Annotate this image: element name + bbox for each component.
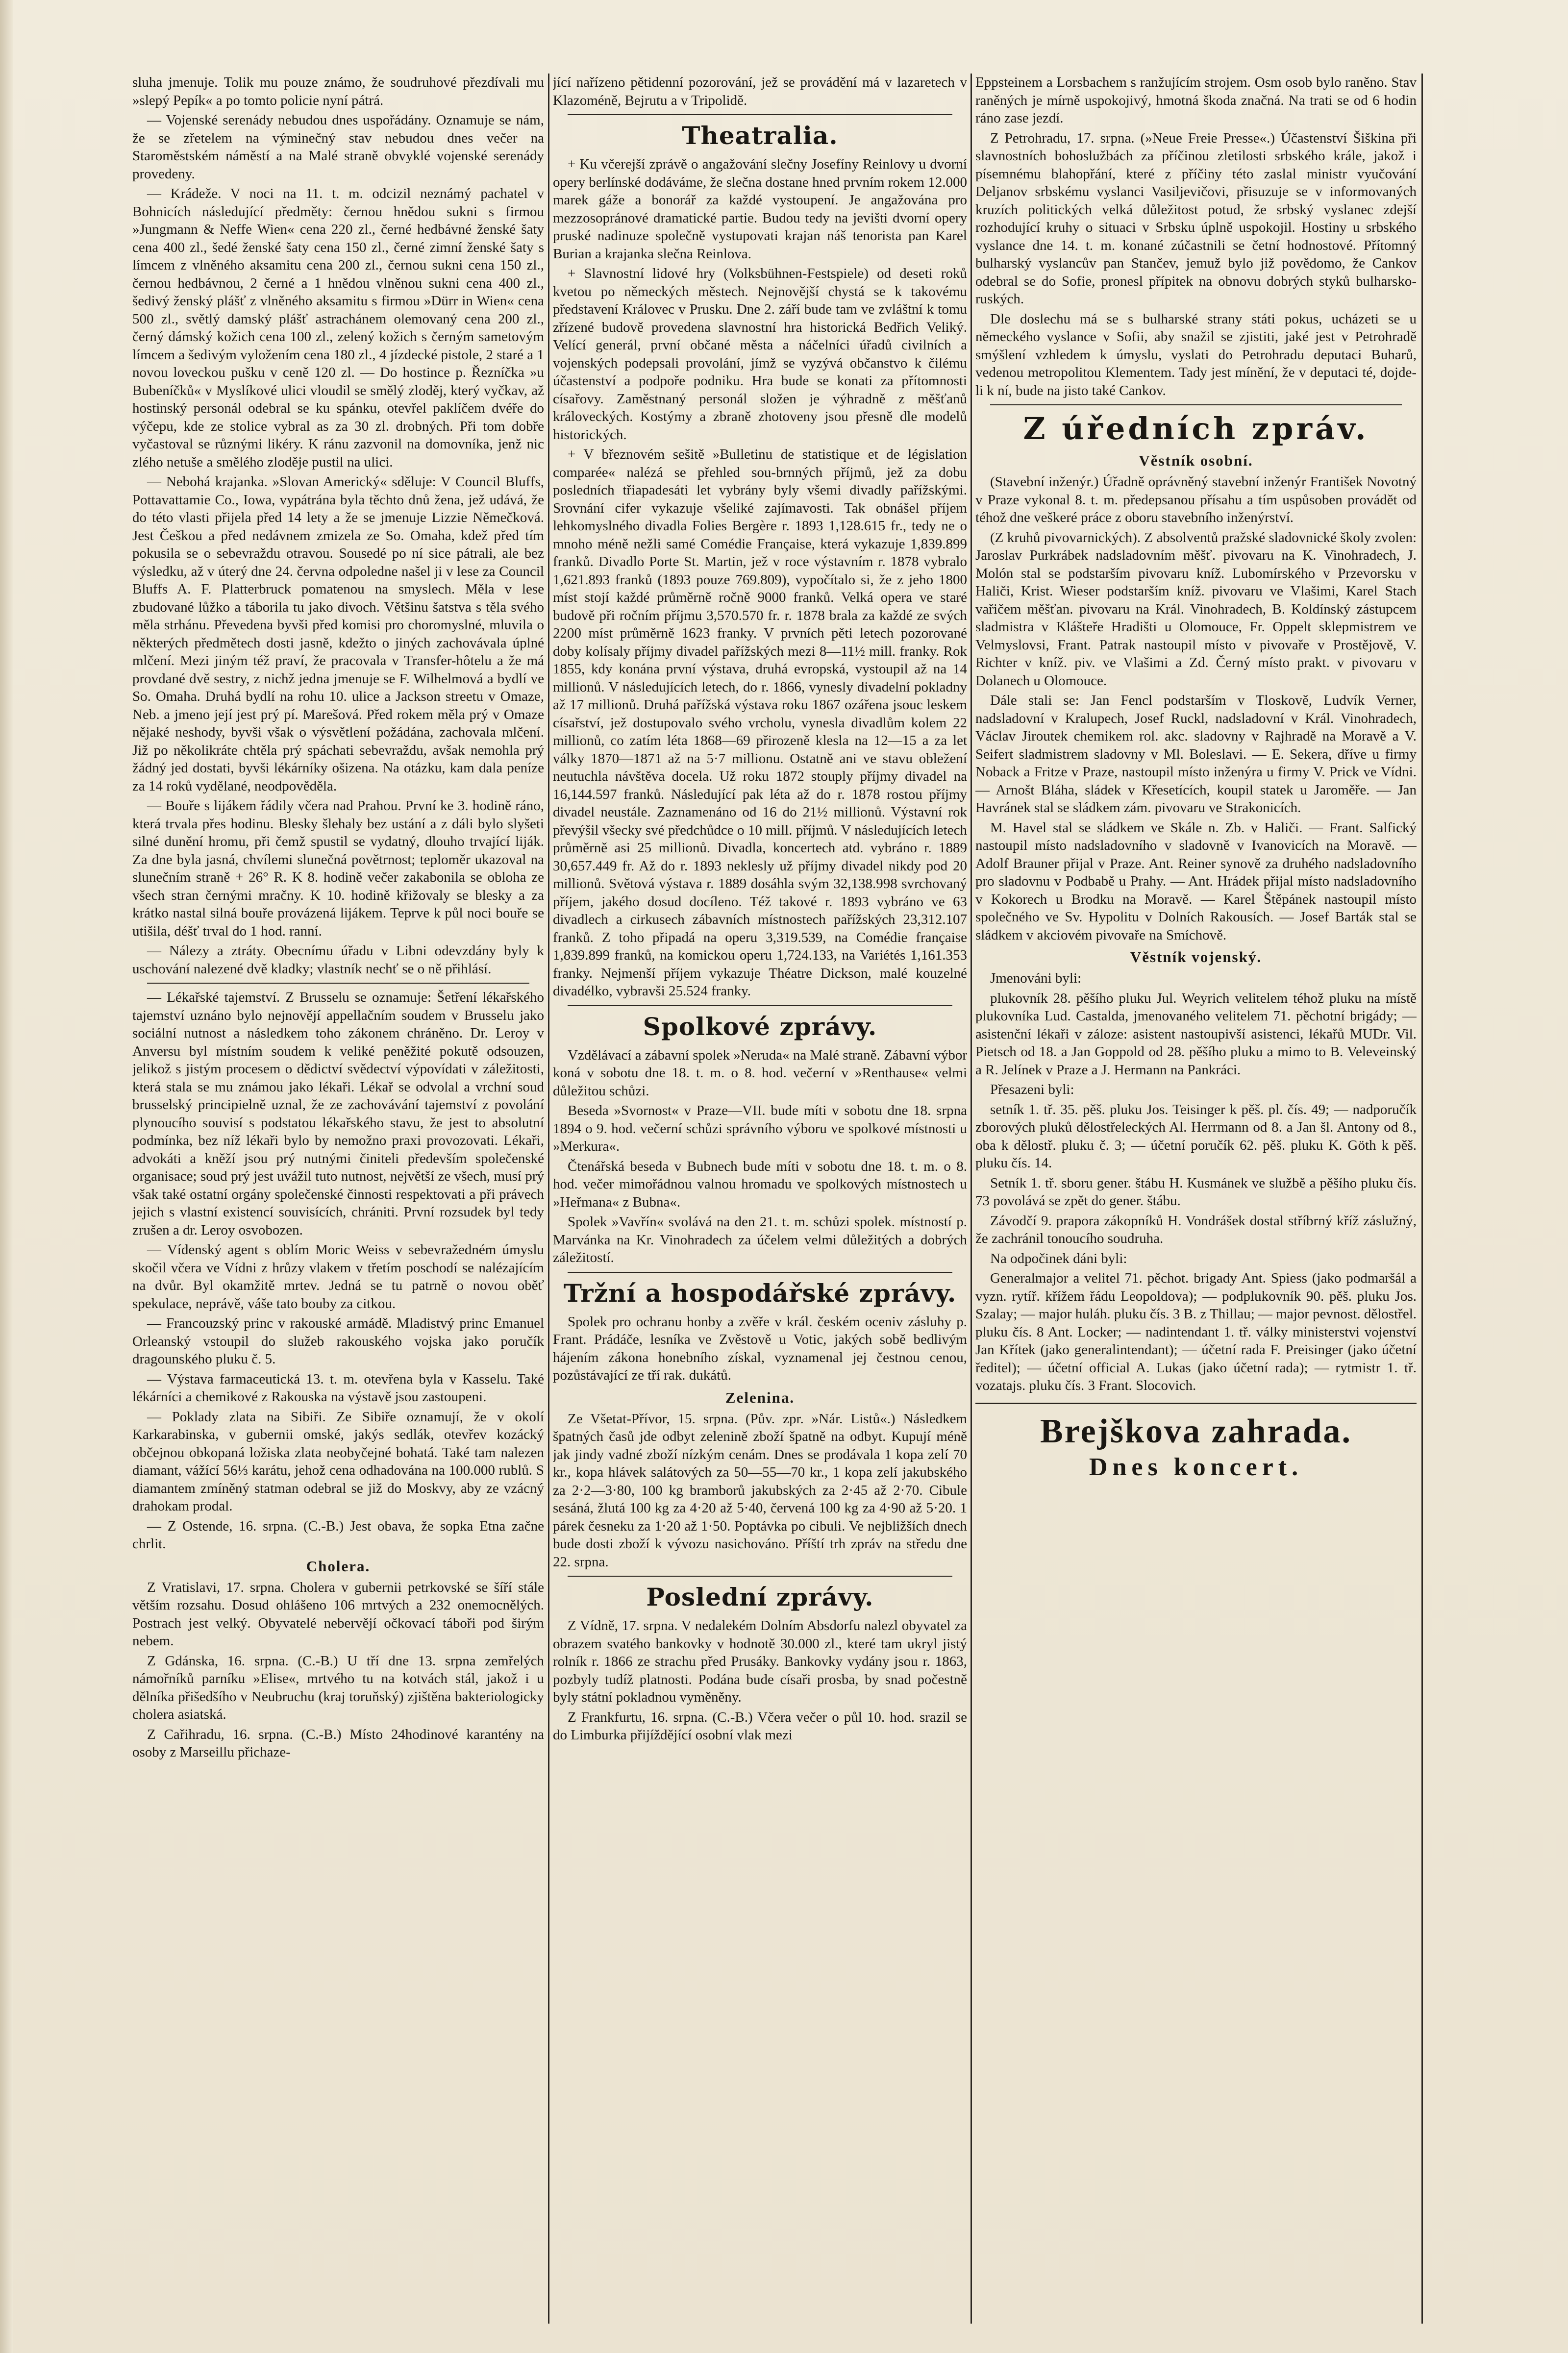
article-paragraph: Přesazeni byli: bbox=[990, 1082, 1074, 1097]
article-paragraph: (Stavební inženýr.) Úřadně oprávněný stavební inženýr František Novotný v Praze vykonal 8. t. m. předepsanou přísahu a tím uspůsoben provádět od téhož dne veškeré práce z oboru stavebního inženýrství. bbox=[975, 474, 1417, 525]
section-heading-spolkove: Spolkové zprávy. bbox=[643, 1012, 877, 1041]
divider bbox=[568, 1005, 952, 1006]
column-2 bbox=[553, 74, 967, 2333]
section-subheading: Cholera. bbox=[306, 1557, 371, 1575]
article-paragraph: + Ku včerejší zprávě o angažování slečny Josefíny Reinlovy u dvorní opery berlínské dodáváme, že slečna dostane hned prvním rokem 12.000 marek gáže a bonorář za každé vystoupení. Je angažována pro mezzosopránové dramatické partie. Budou tedy na jevišti dvorní opery pruské nadinuze společně vystupovati krajan náš tenorista pan Karel Burian a krajanka slečna Reinlova. bbox=[553, 156, 967, 262]
article-paragraph: — Výstava farmaceutická 13. t. m. otevřena byla v Kasselu. Také lékárníci a chemikové z Rakouska na výstavě jsou zastoupeni. bbox=[132, 1371, 544, 1405]
article-paragraph: Čtenářská beseda v Bubnech bude míti v sobotu dne 18. t. m. o 8. hod. večer mimořádnou valnou hromadu ve spolkových místnostech u »Heřmana« z Bubna«. bbox=[553, 1158, 967, 1210]
article-paragraph: Eppsteinem a Lorsbachem s ranžujícím strojem. Osm osob bylo raněno. Stav raněných je mírně uspokojivý, hmotná škoda značná. Na trati se od 6 hodin ráno zase jezdí. bbox=[975, 74, 1417, 126]
article-paragraph: Setník 1. tř. sboru gener. štábu H. Kusmánek ve službě a pěšího pluku čís. 73 povolává se zpět do gener. štábu. bbox=[975, 1175, 1417, 1209]
article-paragraph: Z Vídně, 17. srpna. V nedalekém Dolním Absdorfu nalezl obyvatel za obrazem svatého bankovky v hodnotě 30.000 zl., které tam ukryl jistý rolník r. 1866 ze strachu před Prusáky. Bankovky vydány jsou r. 1863, pozbyly tudíž platnosti. Podána bude císaři prosba, by snad počestně byly státní pokladnou vyměněny. bbox=[553, 1618, 967, 1705]
article-paragraph: — Z Ostende, 16. srpna. (C.-B.) Jest obava, že sopka Etna začne chrlit. bbox=[132, 1518, 544, 1552]
article-paragraph: — Lékařské tajemství. Z Brusselu se oznamuje: Šetření lékařského tajemství uznáno bylo nejnovějí appellačním soudem v Brusselu jako sociální nutnost a následkem toho zákonem chráněno. Dr. Leroy v Anversu byl místním soudem k veliké peněžité pokutě odsouzen, jelikož s jistým procesem o dědictví svědectví výpovídati v záležitosti, která stala se mu známou jako lékaři. Lékař se odvolal a vrchní soud brusselský principielně uznal, že ze zachovávání tajemství z povolání plynoucího souvisí s podstatou lékařského stavu, že jest to absolutní podmínka, bez níž lékaři bylo by nemožno praxi provozovati. Lékaři, advokáti a kněží jsou prý nutnými činiteli především společenské organisace; soud prý jest uvážil tuto nutnost, největší ze všech, musí prý však také ostatní orgány společenské činnosti respektovati a při právech jejich s vlastní existencí souvisících, chrániti. První rozsudek byl tedy zrušen a dr. Leroy osvobozen. bbox=[132, 990, 544, 1238]
article-paragraph: Spolek »Vavřín« svolává na den 21. t. m. schůzi spolek. místností p. Marvánka na Kr. Vinohradech za účelem velmi důležitých a dobrých záležitostí. bbox=[553, 1214, 967, 1265]
section-subheading: Věstník vojenský. bbox=[1130, 948, 1262, 966]
article-paragraph: Z Cařihradu, 16. srpna. (C.-B.) Místo 24hodinové karantény na osoby z Marseillu přichaze- bbox=[132, 1726, 544, 1760]
article-paragraph: plukovník 28. pěšího pluku Jul. Weyrich velitelem téhož pluku na místě plukovníka Lud. Castalda, jmenovaného velitelem 71. pěchotní brigády; — asistenční lékaři v záloze: asistent nastoupivší asistenci, lékařů MUDr. Vil. Pietsch od 18. a Jan Goppold od 28. pěšího pluku a mimo to B. Veleveinský a R. Jelínek v Praze a J. Hermann na Pankráci. bbox=[975, 990, 1417, 1078]
ad-subtitle: Dnes koncert. bbox=[1089, 1453, 1303, 1481]
article-paragraph: — Vídenský agent s oblím Moric Weiss v sebevražedném úmyslu skočil včera ve Vídni z hrůzy vlakem v třetím poschodí se nalézajícím na dvůr. Byl okamžitě mrtev. Jedná se tu patrně o novou oběť spekulace, neprávě, váše tato bouby za citkou. bbox=[132, 1242, 544, 1312]
divider bbox=[568, 1272, 952, 1273]
column-rule bbox=[1421, 74, 1423, 2324]
article-paragraph: Z Gdánska, 16. srpna. (C.-B.) U tří dne 13. srpna zemřelých námořníků parníku »Elise«, mrtvého tu na kotvách stál, jakož i u dělníka přišedšího v Neubruchu (kraj toruňský) zjištěna bakteriologicky cholera asiatská. bbox=[132, 1653, 544, 1722]
article-paragraph: Dále stali se: Jan Fencl podstarším v Tloskově, Ludvík Verner, nadsladovní v Kralupech, Josef Ruckl, nadsladovní v Král. Vinohradech, Václav Jiroutek chemikem rol. akc. sladovny v Rajhradě na Moravě a V. Seifert sladmistrem sladovny v Ml. Boleslavi. — E. Sekera, dříve u firmy Noback a Fritze v Praze, nastoupil místo inženýra u firmy V. Prick ve Vídni. — Arnošt Bláha, sládek v Křesetících, koupil statek u Jaroměře. — Jan Havránek stal se sládkem zám. pivovaru ve Strakonicích. bbox=[975, 693, 1417, 816]
article-paragraph: — Nálezy a ztráty. Obecnímu úřadu v Libni odevzdány byly k uschování nalezené dvě kladky; vlastník nechť se o ně přihlásí. bbox=[132, 943, 544, 977]
article-paragraph: M. Havel stal se sládkem ve Skále n. Zb. v Haliči. — Frant. Salfický nastoupil místo nadsladovního v sladovně v Ivanovicích na Moravě. — Adolf Brauner přijal v Praze. Ant. Reiner synově za druhého nadsladovního pro sladovnu v Podbabě u Prahy. — Ant. Hrádek přijal místo nadsladovního v Kokorech u Brodku na Moravě. — Karel Štěpánek nastoupil místo společného ve Sv. Hypolitu v Dolních Rakousích. — Josef Barták stal se sládkem v akciovém pivovaře na Smíchově. bbox=[975, 819, 1417, 943]
divider bbox=[147, 983, 529, 984]
section-heading-trzni: Tržní a hospodářské zprávy. bbox=[563, 1278, 957, 1308]
article-paragraph: Beseda »Svornost« v Praze—VII. bude míti v sobotu dne 18. srpna 1894 o 9. hod. večerní schůzi správního výboru ve spolkové místnosti u »Merkura«. bbox=[553, 1103, 967, 1154]
article-paragraph: Dle doslechu má se s bulharské strany státi pokus, ucházeti se u německého vyslance v Sofii, aby snažil se zjistiti, jaké jest v Petrohradě smýšlení vzhledem k úmyslu, vyslati do Petrohradu deputaci Buharů, vedenou metropolitou Klementem. Tady jest mínění, že v deputaci té, dojde-li k ní, bude na jisto také Cankov. bbox=[975, 311, 1417, 398]
article-paragraph: Z Petrohradu, 17. srpna. (»Neue Freie Presse«.) Účastenství Šiškina při slavnostních bohoslužbách za příčinou zletilosti srbského krále, jakož i písemnému blahopřání, které z příčiny této zaslal ministr vyučování Deljanov srbskému vyslanci Vasiljevičovi, přisuzuje se v informovaných kruzích politických velká důležitost potud, že srbský vyslanec zdejší rozhodující kruhy o situaci v Srbsku úplně uspokojil. Hostiny u srbského vyslance dne 14. t. m. konané zúčastnili se četní hodnostové. Přítomný bulharský vyslancův pan Stančev, jemuž bylo již povědomo, že Cankov odebral se do Sofie, pronesl přípitek na obnovu dobrých styků bulharsko-ruských. bbox=[975, 130, 1417, 307]
section-heading-uredni: Z úředních zpráv. bbox=[1023, 411, 1369, 446]
article-paragraph: Na odpočinek dáni byli: bbox=[990, 1250, 1127, 1266]
divider bbox=[568, 1576, 952, 1577]
article-paragraph: + V březnovém sešitě »Bulletinu de statistique et de législation comparée« nalézá se přehled sou-brnných příjmů, jež za dobu posledních třiapadesáti let vybrány byly všemi divadly pařížskými. Srovnání cifer vykazuje všeliké zajímavosti. Tak obnášel příjem lehkomyslného divadla Folies Bergère r. 1893 1,128.615 fr., tedy ne o mnoho méně nežli samé Comédie Française, která vykazuje 1,839.899 franků. Divadlo Porte St. Martin, jež v roce výstavním r. 1878 vybralo 1,621.893 franků (1893 pouze 769.809), vypočítalo si, že z jeho 1800 míst stojí každé průměrně ročně 9000 franků. Velká opera ve staré budově při ročním příjmu 3,570.570 fr. r. 1878 brala za každé ze svých 2200 míst průměrně 1623 franky. V prvních pěti letech pozorované doby kolísaly příjmy divadel pařížských mezi 8—11½ mill. franky. Rok 1855, kdy konána první výstava, druhá evropská, vystoupil až na 14 millionů. V následujících letech, do r. 1866, vynesly divadelní pokladny až 17 millionů. Druhá pařížská výstava roku 1867 ozářena jsouc leskem císařství, jež dostupovalo svého vrcholu, vynesla divadlům kolem 22 millionů, co zatím léta 1868—69 přirozeně klesla na 12—15 a za let války 1870—1871 až na 5·7 millionu. Ostatně ani ve stavu obležení neutuchla návštěva docela. Už roku 1872 stouply příjmy divadel na 16,144.597 franků. Následující pak léta až do r. 1878 rostou příjmy divadel neustále. Zaznamenáno od 16 do 21½ millionů. Výstavní rok převýšil všecky své předchůdce o 10 mill. příjmů. V následujících letech průměrně asi 25 millionů. Divadla, koncertech atd. vybráno r. 1889 30,657.449 fr. Až do r. 1893 neklesly už příjmy divadel nikdy pod 20 millionů. Světová výstava r. 1889 dosáhla svým 32,138.998 svrchovaný příjem, jakého dosud docíleno. Též takové r. 1893 vybráno ve 63 divadlech a cirkusech zábavních místnostech pařížských 23,312.107 franků. Z toho připadá na operu 3,319.539, na Comédie française 1,839.899 franků, na komickou operu 1,724.133, na Variétés 1,161.353 franky. Nejmenší příjem vykazuje Théatre Dickson, malé kouzelné divadélko, vybravši 25.524 franky. bbox=[553, 446, 967, 999]
article-paragraph: Závodčí 9. prapora zákopníků H. Vondrášek dostal stříbrný kříž záslužný, že zachránil tonoucího soudruha. bbox=[975, 1213, 1417, 1246]
article-paragraph: — Nebohá krajanka. »Slovan Americký« sděluje: V Council Bluffs, Pottavattamie Co., Iowa, vypátrána byla těchto dnů žena, jež udává, že do této vlasti přijela před 14 lety a že se jmenuje Lizzie Němečková. Jest Češkou a před nedávnem zmizela ze So. Omaha, kdež před tím pokusila se o sebevraždu otravou. Sousedé po ní sice pátrali, ale bez výsledku, až v úterý dne 24. června odpoledne našel ji v lese za Council Bluffs A. F. Platterbruck pomatenou na smyslech. Měla v lese zbudované lůžko a táborila tu jako divoch. Většinu šatstva s těla svého měla strhánu. Převedena byvši před komisi pro choromyslné, mluvila o některých předmětech dosti jasně, kdežto o jiných zachovávala úplné mlčení. Mezi jiným též praví, že pracovala v Transfer-hôtelu a že má provdané dvě sestry, z nichž jedna jmenuje se F. Wilhelmová a bydlí ve So. Omaha. Druhá bydlí na rohu 10. ulice a Jackson streetu v Omaze, Neb. a jmeno její jest prý pí. Marešová. Před rokem měla prý v Omaze nějaké neshody, byvši však o výsvětlení požádána, zachovala mlčení. Již po několikráte chtěla prý spáchati sebevraždu, avšak nemohla prý žádný jed dostati, byvši lékárníky ošizena. Na otázku, kam dala peníze za 14 roků vydělané, neodpověděla. bbox=[132, 474, 544, 794]
article-paragraph: (Z kruhů pivovarnických). Z absolventů pražské sladovnické školy zvolen: Jaroslav Purkrábek nadsladovním měšť. pivovaru na K. Vinohradech, J. Molón stal se podstarším pivovaru kníž. Lubomírského v Przevorsku v Haliči, Krist. Wieser podstarším kníž. pivovaru ve Vlašimi, Karel Stach vařičem měšťan. pivovaru na Král. Vinohradech, B. Koldínský zástupcem sladmistra v Klášteře Hradišti u Olomouce, Fr. Oppelt sklepmistrem ve Velmyslovsi, Frant. Patrak nastoupil místo v pivovaře v Prostějově, V. Richter v kníž. piv. ve Vlašimi a Zd. Černý místo prakt. v pivovaru v Dolanech u Olomouce. bbox=[975, 529, 1417, 689]
section-heading-theatralia: Theatralia. bbox=[682, 121, 838, 150]
article-paragraph: — Krádeže. V noci na 11. t. m. odcizil neznámý pachatel v Bohnicích následující předměty: černou hnědou sukni s firmou »Jungmann & Neffe Wien« cena 220 zl., černé hedbávné ženské šaty cena 400 zl., šedé ženské šaty cena 150 zl., černé zimní ženské šaty s límcem z vlněného aksamitu cena 200 zl., černou sukni cena 150 zl., černou hedbávnou, 2 černé a 1 hnědou vlněnou sukni cena 400 zl., šedivý ženský plášť z vlněného aksamitu s firmou »Dürr in Wien« cena 500 zl., světlý damský plášť astrachánem olemovaný cena 200 zl., černý dámský kožich cena 100 zl., zelený kožich s černým sametovým límcem a šedivým vyložením cena 180 zl., 4 jízdecké pistole, 2 staré a 1 novou loveckou pušku v ceně 120 zl. — Do hostince p. Řezníčka »u Bubeníčků« v Myslíkové ulici vloudil se smělý zloděj, který vyčkav, až hostinský personál odebral se ku spánku, otevřel paklíčem dvéře do výčepu, kde ze stolice vybral as za 30 zl. drobných. Při tom dobře vyčastoval se různými likéry. K ránu zazvonil na domovníka, jenž nic zlého netuše a smělého zloděje pustil na ulici. bbox=[132, 186, 544, 470]
article-paragraph: Spolek pro ochranu honby a zvěře v král. českém oceniv zásluhy p. Frant. Prádáče, lesníka ve Zvěstově u Votic, jakých sobě bedlivým hájením zákona honebního získal, vyznamenal jej čestnou cenou, pozůstávající ze tří rak. dukátů. bbox=[553, 1313, 967, 1383]
column-1 bbox=[132, 74, 544, 2333]
section-heading-posledni: Poslední zprávy. bbox=[646, 1583, 874, 1611]
divider bbox=[568, 114, 952, 115]
article-paragraph: Z Vratislavi, 17. srpna. Cholera v gubernii petrkovské se šíří stále větším rozsahu. Dosud ohlášeno 106 mrtvých a 232 onemocnělých. Postrach jest velký. Obyvatelé nebervějí očkovací táboři pod širým nebem. bbox=[132, 1579, 544, 1649]
article-paragraph: Jmenováni byli: bbox=[990, 970, 1082, 986]
article-paragraph: sluha jmenuje. Tolik mu pouze známo, že soudruhové přezdívali mu »slepý Pepík« a po tomto policie nyní pátrá. bbox=[132, 74, 544, 108]
article-paragraph: Ze Všetat-Přívor, 15. srpna. (Pův. zpr. »Nár. Listů«.) Následkem špatných časů jde odbyt zelenině zboží špatně na odbyt. Kupují méně jak jindy vadné zboží nízkým cenám. Dnes se prodávala 1 kopa zelí 70 kr., kopa hlávek salátových za 50—55—70 kr., 1 kopa zelí jakubského za 2·2—3·80, 100 kg bramborů jakubských za 2·45 až 2·70. Cibule sesáná, žlutá 100 kg za 4·20 až 5·40, červená 100 kg za 4·90 až 5·20. 1 párek česneku za 1·20 až 1·50. Poptávka po cibuli. Ve nejbližších dnech bude dosti zboží k vývozu nasichováno. Příští trh zpráv na středu dne 22. srpna. bbox=[553, 1411, 967, 1570]
article-paragraph: Generalmajor a velitel 71. pěchot. brigady Ant. Spiess (jako podmaršál a vyzn. rytíř. křížem řádu Leopoldova); — podplukovník 90. pěš. pluku Jos. Szalay; — major huláh. pluku čís. 3 B. z Thillau; — major pevnost. dělostřel. pluku čís. 8 Ant. Locker; — nadintendant 1. tř. války ministerstvi vojenství Jan Křítek (jako generalintendant); — účetní rada F. Preisinger (jako účetní ředitel); — účetní official A. Lukas (jako účetní rada); — rytmistr 1. tř. vozatajs. pluku čís. 3 Frant. Slocovich. bbox=[975, 1270, 1417, 1393]
article-paragraph: Z Frankfurtu, 16. srpna. (C.-B.) Včera večer o půl 10. hod. srazil se do Limburka přijíždějící osobní vlak mezi bbox=[553, 1709, 967, 1743]
article-paragraph: Vzdělávací a zábavní spolek »Neruda« na Malé straně. Zábavní výbor koná v sobotu dne 18. t. m. o 8. hod. večerní v »Renthause« velmi důležitou schůzi. bbox=[553, 1047, 967, 1099]
section-subheading: Zelenina. bbox=[725, 1388, 795, 1406]
column-rule bbox=[971, 74, 972, 2324]
column-3 bbox=[975, 74, 1417, 2333]
article-paragraph: setník 1. tř. 35. pěš. pluku Jos. Teisinger k pěš. pl. čís. 49; — nadporučík zborových pluků dělostřeleckých Al. Herrmann od 8. a Jan šl. Antony od 8., oba k dělostř. pluku č. 3; — účetní poručík 62. pěš. pluku K. Göth k pěš. pluku čís. 14. bbox=[975, 1101, 1417, 1171]
article-paragraph: + Slavnostní lidové hry (Volksbühnen-Festspiele) od deseti roků kvetou po německých městech. Nejnovější chystá se k takovému představení Královec v Prusku. Dne 2. září bude tam ve zvláštní k tomu zřízené budově provedena slavnostní hra historická Bedřich Veliký. Velící generál, první občané města a náčelníci úřadů civilních a vojenských podepsali provolání, jímž se vyzývá občanstvo k čilému účastenství a podpoře podniku. Hra bude se konati za přítomnosti císařovy. Zaměstnaný personál složen je výhradně z měšťanů královeckých. Kostýmy a zbraně zhotoveny jsou přesně dle modelů historických. bbox=[553, 266, 967, 443]
ad-title: Brejškova zahrada. bbox=[1040, 1412, 1352, 1450]
article-paragraph: jící nařízeno pětidenní pozorování, jež se provádění má v lazaretech v Klazoméně, Bejrutu a v Tripolidě. bbox=[553, 74, 967, 108]
article-paragraph: — Vojenské serenády nebudou dnes uspořádány. Oznamuje se nám, že se zřetelem na výminečný stav nebudou dnes večer na Staroměstském náměstí a na Malé straně obvyklé vojenské serenády provedeny. bbox=[132, 112, 544, 182]
advertisement bbox=[975, 1403, 1417, 1483]
section-subheading: Věstník osobní. bbox=[1139, 452, 1253, 469]
divider bbox=[990, 404, 1402, 405]
article-paragraph: — Francouzský princ v rakouské armádě. Mladistvý princ Emanuel Orleanský vstoupil do služeb rakouského vojska jako poručík dragounského pluku č. 5. bbox=[132, 1315, 544, 1367]
article-paragraph: — Bouře s lijákem řádily včera nad Prahou. První ke 3. hodině ráno, která trvala přes hodinu. Blesky šlehaly bez ustání a z dáli bylo slyšeti silné dunění hromu, při čemž spustil se vydatný, dlouho trvající liják. Za dne byla jasná, chvílemi slunečná povětrnost; teploměr ukazoval na slunečním straně + 26° R. K 8. hodině večer zakabonila se obloha ze všech stran černými mračny. K 10. hodině křižovaly se blesky a za krátko nastal silná bouře provázená lijákem. Teprve k půl noci bouře se utišila, déšť trval do 1 hod. ranní. bbox=[132, 798, 544, 939]
column-rule bbox=[548, 74, 549, 2324]
page-edge-shadow bbox=[0, 0, 13, 2353]
article-paragraph: — Poklady zlata na Sibiři. Ze Sibiře oznamují, že v okolí Karkarabinska, v gubernii omské, jakýs sedlák, otevřev kozácký občejnou obkopaná ložiska zlata neobyčejné bohatá. Také tam nalezen diamant, vážící 56⅓ karátu, jehož cena odhadována na 100.000 rublů. S diamantem zmíněný statman odebral se již do Moskvy, aby ze vzácný drahokam prodal. bbox=[132, 1409, 544, 1514]
